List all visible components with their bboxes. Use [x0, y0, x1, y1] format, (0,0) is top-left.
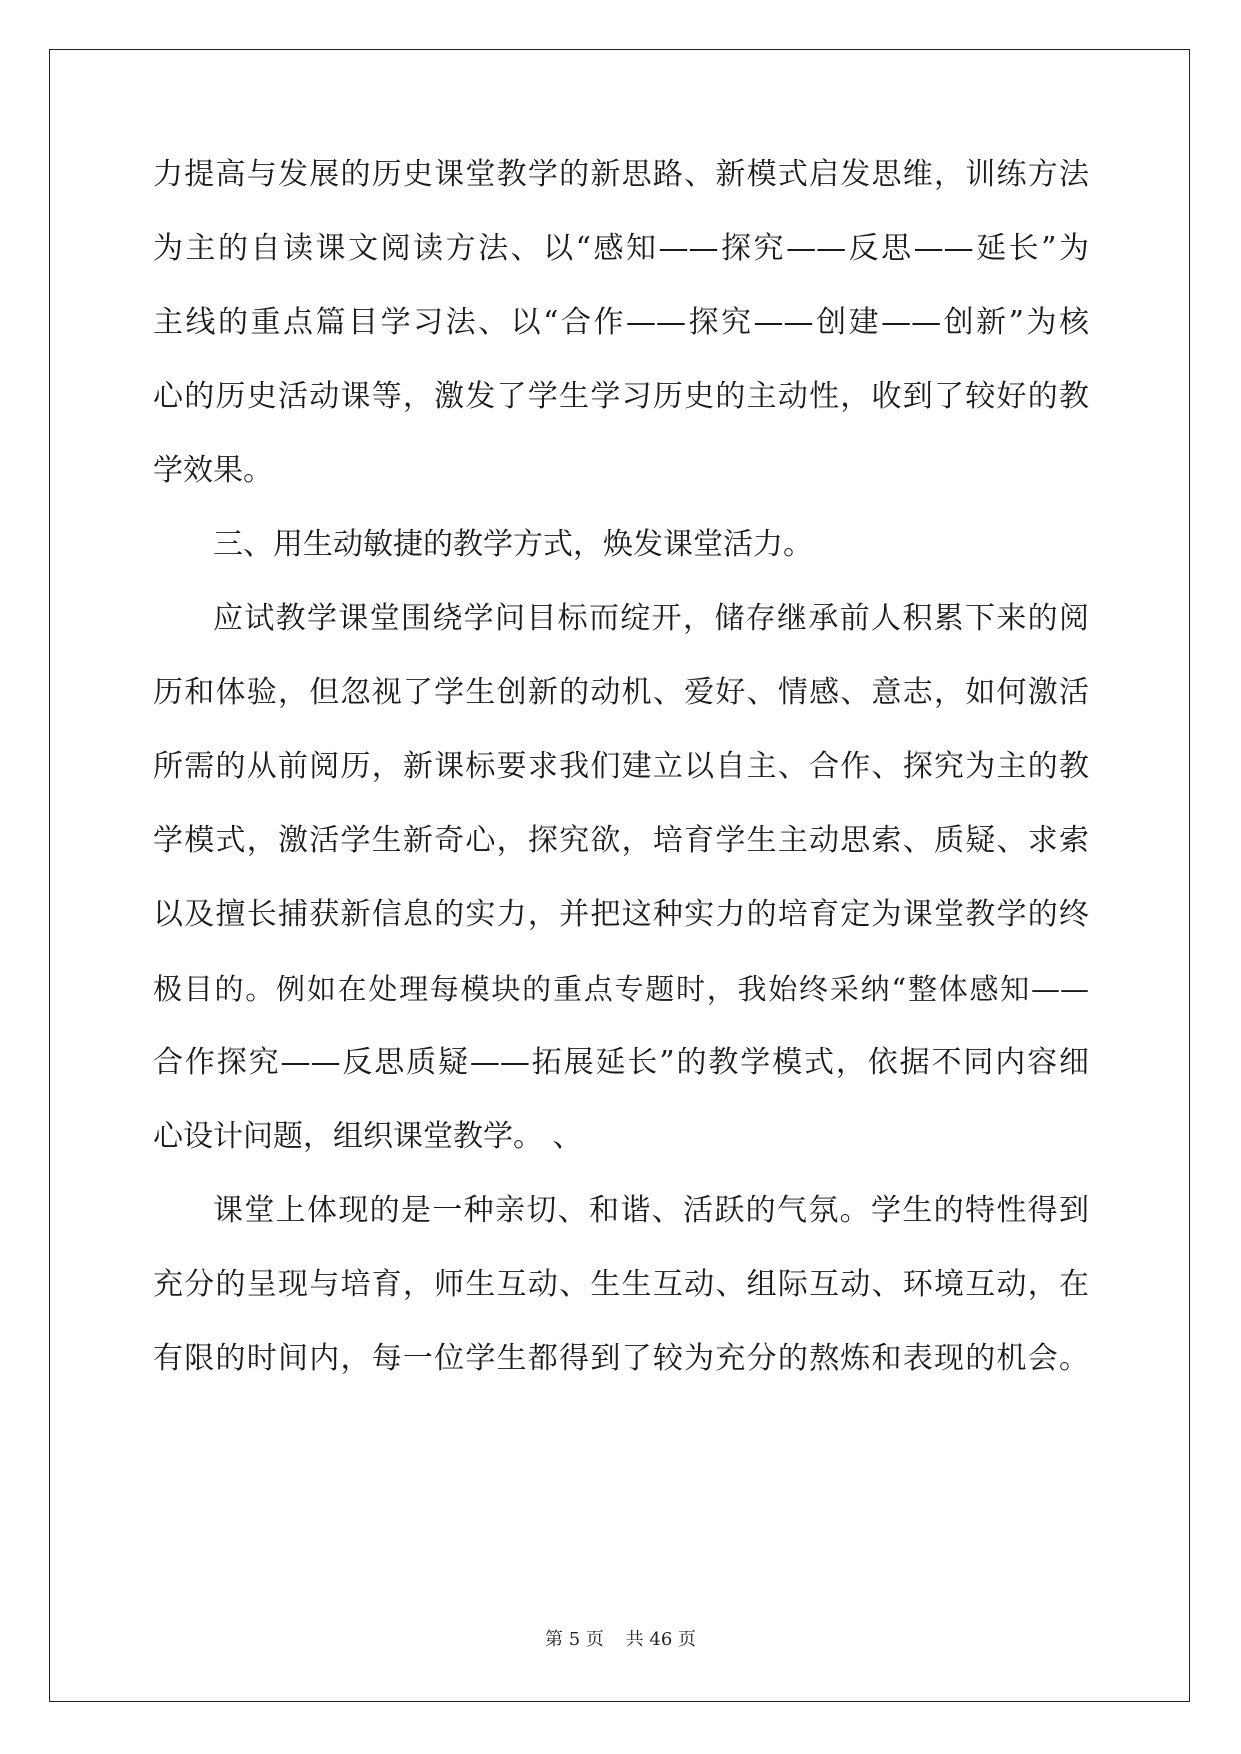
- text-line: 以及擅长捕获新信息的实力，并把这种实力的培育定为课堂教学的终: [153, 897, 1089, 932]
- page-total: 共 46 页: [625, 1629, 696, 1650]
- text-line: 极目的。例如在处理每模块的重点专题时，我始终采纳“整体感知——: [153, 972, 1089, 1006]
- section-heading: 三、用生动敏捷的教学方式，焕发课堂活力。: [213, 527, 813, 562]
- page-number: 第 5 页: [545, 1629, 604, 1650]
- text-line: 有限的时间内，每一位学生都得到了较为充分的熬炼和表现的机会。: [153, 1341, 1089, 1376]
- text-line: 心设计问题，组织课堂教学。 、: [153, 1119, 583, 1154]
- text-line: 主线的重点篇目学习法、以“合作——探究——创建——创新”为核: [153, 305, 1089, 340]
- text-line: 合作探究——反思质疑——拓展延长”的教学模式，依据不同内容细: [153, 1045, 1089, 1080]
- text-line: 力提高与发展的历史课堂教学的新思路、新模式启发思维，训练方法: [153, 157, 1089, 192]
- text-line: 学效果。: [153, 453, 273, 488]
- text-line: 学模式，激活学生新奇心，探究欲，培育学生主动思索、质疑、求索: [153, 823, 1089, 858]
- text-line: 历和体验，但忽视了学生创新的动机、爱好、情感、意志，如何激活: [153, 675, 1089, 710]
- page-footer: [0, 1628, 1241, 1652]
- paragraph-first-line: 课堂上体现的是一种亲切、和谐、活跃的气氛。学生的特性得到: [213, 1193, 1089, 1228]
- text-line: 为主的自读课文阅读方法、以“感知——探究——反思——延长”为: [153, 231, 1089, 266]
- paragraph-first-line: 应试教学课堂围绕学问目标而绽开，储存继承前人积累下来的阅: [213, 601, 1089, 636]
- page-border: [49, 49, 1190, 1702]
- text-line: 所需的从前阅历，新课标要求我们建立以自主、合作、探究为主的教: [153, 749, 1089, 784]
- text-line: 心的历史活动课等，激发了学生学习历史的主动性，收到了较好的教: [153, 379, 1089, 414]
- text-line: 充分的呈现与培育，师生互动、生生互动、组际互动、环境互动，在: [153, 1267, 1089, 1302]
